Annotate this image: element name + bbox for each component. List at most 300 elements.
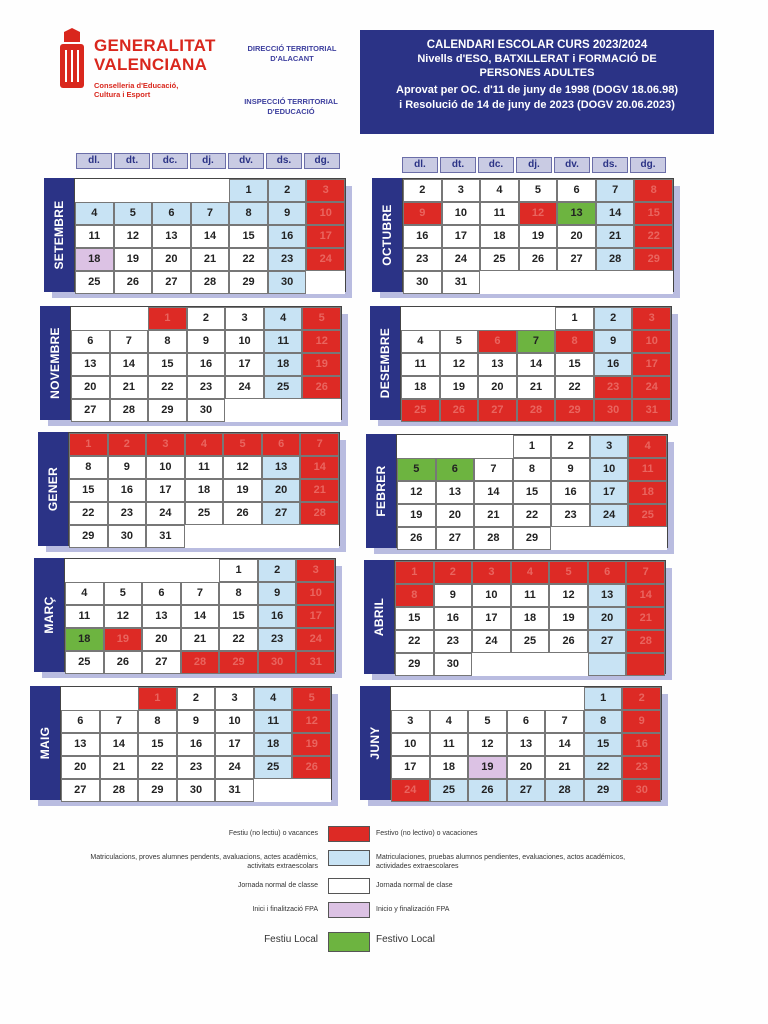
day-cell: 28 <box>545 779 584 802</box>
day-cell: 1 <box>219 559 258 582</box>
day-cell: 10 <box>632 330 671 353</box>
day-cell: 29 <box>513 527 552 550</box>
day-cell: 24 <box>215 756 254 779</box>
day-cell: 23 <box>622 756 661 779</box>
day-cell: 9 <box>551 458 590 481</box>
day-cell: 5 <box>104 582 143 605</box>
weekday-label: dg. <box>630 157 666 173</box>
day-cell: 21 <box>181 628 220 651</box>
day-cell: 29 <box>138 779 177 802</box>
day-cell: 22 <box>555 376 594 399</box>
empty-cell <box>472 653 511 676</box>
day-cell: 30 <box>258 651 297 674</box>
empty-cell <box>75 179 114 202</box>
month-label <box>30 686 60 800</box>
month-maig <box>30 686 332 800</box>
day-cell: 19 <box>549 607 588 630</box>
day-cell: 24 <box>632 376 671 399</box>
day-cell: 27 <box>436 527 475 550</box>
legend-swatch <box>328 932 370 952</box>
day-cell: 29 <box>219 651 258 674</box>
day-cell: 14 <box>626 584 665 607</box>
empty-cell <box>545 687 584 710</box>
day-cell: 15 <box>148 353 187 376</box>
empty-cell <box>436 435 475 458</box>
empty-cell <box>478 307 517 330</box>
day-cell: 19 <box>519 225 558 248</box>
day-cell: 17 <box>632 353 671 376</box>
day-cell: 2 <box>622 687 661 710</box>
day-cell: 13 <box>71 353 110 376</box>
weekday-label: ds. <box>266 153 302 169</box>
title-line-1: CALENDARI ESCOLAR CURS 2023/2024 <box>426 39 648 51</box>
month-name: FEBRER <box>374 465 388 517</box>
day-cell: 23 <box>187 376 226 399</box>
empty-cell <box>626 653 665 676</box>
day-cell: 7 <box>100 710 139 733</box>
month-grid <box>74 178 346 292</box>
empty-cell <box>100 687 139 710</box>
org-department: Conselleria d'Educació, Cultura i Esport <box>94 81 179 99</box>
day-cell: 21 <box>596 225 635 248</box>
day-cell: 8 <box>229 202 268 225</box>
day-cell: 3 <box>442 179 481 202</box>
day-cell: 20 <box>71 376 110 399</box>
month-grid <box>70 306 342 420</box>
day-cell: 24 <box>306 248 345 271</box>
day-cell: 20 <box>478 376 517 399</box>
day-cell: 1 <box>138 687 177 710</box>
day-cell: 28 <box>474 527 513 550</box>
weekday-label: dt. <box>114 153 150 169</box>
day-cell: 16 <box>177 733 216 756</box>
month-name: NOVEMBRE <box>48 327 62 399</box>
empty-cell <box>517 307 556 330</box>
month-name: MAIG <box>38 726 52 760</box>
day-cell: 2 <box>187 307 226 330</box>
day-cell: 18 <box>185 479 224 502</box>
day-cell: 4 <box>511 561 550 584</box>
day-cell: 22 <box>229 248 268 271</box>
empty-cell <box>71 307 110 330</box>
day-cell: 9 <box>594 330 633 353</box>
day-cell: 27 <box>262 502 301 525</box>
day-cell: 9 <box>268 202 307 225</box>
day-cell: 16 <box>187 353 226 376</box>
empty-cell <box>391 687 430 710</box>
day-cell: 6 <box>436 458 475 481</box>
day-cell: 17 <box>442 225 481 248</box>
day-cell: 8 <box>584 710 623 733</box>
day-cell: 17 <box>590 481 629 504</box>
month-label <box>370 306 400 420</box>
day-cell: 7 <box>545 710 584 733</box>
day-cell: 19 <box>440 376 479 399</box>
day-cell: 10 <box>146 456 185 479</box>
generalitat-logo <box>56 26 236 106</box>
month-grid <box>400 306 672 420</box>
day-cell: 25 <box>185 502 224 525</box>
weekday-label: dg. <box>304 153 340 169</box>
day-cell: 28 <box>100 779 139 802</box>
empty-cell <box>480 271 519 294</box>
day-cell: 17 <box>225 353 264 376</box>
day-cell: 21 <box>545 756 584 779</box>
day-cell: 2 <box>403 179 442 202</box>
empty-cell <box>191 179 230 202</box>
day-cell: 5 <box>549 561 588 584</box>
day-cell: 14 <box>100 733 139 756</box>
day-cell: 1 <box>229 179 268 202</box>
month-grid <box>396 434 668 548</box>
day-cell: 9 <box>177 710 216 733</box>
day-cell: 10 <box>296 582 335 605</box>
day-cell: 14 <box>596 202 635 225</box>
day-cell: 30 <box>594 399 633 422</box>
day-cell: 11 <box>480 202 519 225</box>
day-cell: 19 <box>223 479 262 502</box>
day-cell: 26 <box>104 651 143 674</box>
day-cell: 24 <box>442 248 481 271</box>
day-cell: 10 <box>590 458 629 481</box>
day-cell: 24 <box>296 628 335 651</box>
day-cell: 14 <box>181 605 220 628</box>
month-name: JUNY <box>368 726 382 760</box>
month-grid <box>390 686 662 800</box>
empty-cell <box>302 399 341 422</box>
legend-label-es: Jornada normal de clase <box>376 882 453 889</box>
day-cell: 25 <box>75 271 114 294</box>
day-cell: 25 <box>254 756 293 779</box>
day-cell: 3 <box>590 435 629 458</box>
day-cell: 19 <box>397 504 436 527</box>
day-cell: 23 <box>551 504 590 527</box>
day-cell: 22 <box>634 225 673 248</box>
day-cell: 30 <box>622 779 661 802</box>
day-cell: 29 <box>395 653 434 676</box>
empty-cell <box>596 271 635 294</box>
day-cell: 8 <box>513 458 552 481</box>
day-cell: 28 <box>191 271 230 294</box>
day-cell: 3 <box>306 179 345 202</box>
month-grid <box>394 560 666 674</box>
month-febrer <box>366 434 668 548</box>
day-cell: 13 <box>142 605 181 628</box>
day-cell: 5 <box>114 202 153 225</box>
month-label <box>372 178 402 292</box>
empty-cell <box>104 559 143 582</box>
day-cell: 7 <box>626 561 665 584</box>
day-cell: 25 <box>401 399 440 422</box>
day-cell: 1 <box>69 433 108 456</box>
empty-cell <box>114 179 153 202</box>
day-cell: 16 <box>108 479 147 502</box>
day-cell: 27 <box>478 399 517 422</box>
legend-swatch <box>328 826 370 842</box>
day-cell: 4 <box>430 710 469 733</box>
day-cell: 23 <box>594 376 633 399</box>
day-cell: 14 <box>110 353 149 376</box>
day-cell: 5 <box>468 710 507 733</box>
coat-of-arms-icon <box>56 26 88 92</box>
day-cell: 18 <box>65 628 104 651</box>
day-cell: 2 <box>551 435 590 458</box>
day-cell: 11 <box>401 353 440 376</box>
territorial-direction: DIRECCIÓ TERRITORIAL D'ALACANT <box>247 44 337 63</box>
day-cell: 21 <box>474 504 513 527</box>
day-cell: 14 <box>545 733 584 756</box>
day-cell: 15 <box>513 481 552 504</box>
month-novembre <box>40 306 342 420</box>
day-cell: 20 <box>557 225 596 248</box>
day-cell: 8 <box>395 584 434 607</box>
day-cell: 16 <box>434 607 473 630</box>
day-cell: 18 <box>264 353 303 376</box>
day-cell: 15 <box>395 607 434 630</box>
legend-label-es: Festivo Local <box>376 934 435 945</box>
day-cell: 18 <box>511 607 550 630</box>
weekday-label: dv. <box>554 157 590 173</box>
weekday-label: dj. <box>190 153 226 169</box>
weekday-label: dc. <box>152 153 188 169</box>
month-label <box>40 306 70 420</box>
day-cell: 6 <box>478 330 517 353</box>
month-name: ABRIL <box>372 597 386 637</box>
day-cell: 8 <box>148 330 187 353</box>
day-cell: 30 <box>403 271 442 294</box>
month-label <box>364 560 394 674</box>
empty-cell <box>292 779 331 802</box>
day-cell: 22 <box>138 756 177 779</box>
day-cell: 18 <box>628 481 667 504</box>
day-cell: 14 <box>517 353 556 376</box>
day-cell: 3 <box>391 710 430 733</box>
day-cell: 22 <box>148 376 187 399</box>
day-cell: 10 <box>306 202 345 225</box>
empty-cell <box>474 435 513 458</box>
day-cell: 23 <box>268 248 307 271</box>
day-cell: 6 <box>61 710 100 733</box>
day-cell: 22 <box>219 628 258 651</box>
month-setembre <box>44 178 346 292</box>
day-cell: 11 <box>185 456 224 479</box>
day-cell: 9 <box>434 584 473 607</box>
day-cell: 19 <box>292 733 331 756</box>
day-cell: 13 <box>152 225 191 248</box>
day-cell: 6 <box>588 561 627 584</box>
day-cell: 17 <box>306 225 345 248</box>
day-cell: 31 <box>632 399 671 422</box>
day-cell: 5 <box>292 687 331 710</box>
day-cell: 21 <box>110 376 149 399</box>
weekday-header-right <box>402 157 666 173</box>
title-line-3: PERSONES ADULTES <box>479 67 595 79</box>
day-cell: 8 <box>69 456 108 479</box>
empty-cell <box>557 271 596 294</box>
day-cell: 4 <box>65 582 104 605</box>
day-cell: 9 <box>403 202 442 225</box>
day-cell: 15 <box>229 225 268 248</box>
day-cell: 29 <box>634 248 673 271</box>
month-label <box>360 686 390 800</box>
day-cell: 3 <box>215 687 254 710</box>
day-cell: 23 <box>177 756 216 779</box>
empty-cell <box>588 653 627 676</box>
day-cell: 16 <box>594 353 633 376</box>
month-name: OCTUBRE <box>380 204 394 266</box>
day-cell: 15 <box>138 733 177 756</box>
day-cell: 8 <box>219 582 258 605</box>
day-cell: 6 <box>142 582 181 605</box>
day-cell: 20 <box>142 628 181 651</box>
day-cell: 10 <box>391 733 430 756</box>
day-cell: 21 <box>626 607 665 630</box>
day-cell: 26 <box>397 527 436 550</box>
day-cell: 21 <box>517 376 556 399</box>
empty-cell <box>551 527 590 550</box>
day-cell: 23 <box>403 248 442 271</box>
month-name: DESEMBRE <box>378 327 392 399</box>
day-cell: 26 <box>519 248 558 271</box>
legend-label-ca: Inici i finalització FPA <box>252 906 318 913</box>
day-cell: 26 <box>223 502 262 525</box>
day-cell: 23 <box>434 630 473 653</box>
day-cell: 17 <box>472 607 511 630</box>
month-desembre <box>370 306 672 420</box>
weekday-label: dl. <box>402 157 438 173</box>
day-cell: 31 <box>146 525 185 548</box>
day-cell: 1 <box>513 435 552 458</box>
day-cell: 30 <box>268 271 307 294</box>
day-cell: 31 <box>296 651 335 674</box>
day-cell: 11 <box>254 710 293 733</box>
day-cell: 26 <box>114 271 153 294</box>
day-cell: 12 <box>104 605 143 628</box>
month-name: MARÇ <box>42 596 56 634</box>
day-cell: 13 <box>436 481 475 504</box>
day-cell: 26 <box>302 376 341 399</box>
day-cell: 13 <box>61 733 100 756</box>
empty-cell <box>264 399 303 422</box>
day-cell: 9 <box>258 582 297 605</box>
empty-cell <box>300 525 339 548</box>
legend-label-es: Inicio y finalización FPA <box>376 906 450 913</box>
day-cell: 3 <box>225 307 264 330</box>
empty-cell <box>549 653 588 676</box>
day-cell: 29 <box>148 399 187 422</box>
day-cell: 4 <box>480 179 519 202</box>
day-cell: 2 <box>108 433 147 456</box>
day-cell: 12 <box>223 456 262 479</box>
day-cell: 11 <box>628 458 667 481</box>
day-cell: 2 <box>594 307 633 330</box>
legend-label-ca: Jornada normal de classe <box>237 882 318 889</box>
empty-cell <box>590 527 629 550</box>
empty-cell <box>440 307 479 330</box>
day-cell: 4 <box>401 330 440 353</box>
day-cell: 24 <box>590 504 629 527</box>
day-cell: 9 <box>108 456 147 479</box>
day-cell: 4 <box>254 687 293 710</box>
day-cell: 30 <box>187 399 226 422</box>
day-cell: 24 <box>225 376 264 399</box>
empty-cell <box>110 307 149 330</box>
day-cell: 13 <box>507 733 546 756</box>
empty-cell <box>634 271 673 294</box>
calendar-title-box <box>360 30 714 134</box>
empty-cell <box>142 559 181 582</box>
month-grid <box>64 558 336 672</box>
day-cell: 9 <box>622 710 661 733</box>
day-cell: 24 <box>391 779 430 802</box>
day-cell: 1 <box>584 687 623 710</box>
day-cell: 5 <box>519 179 558 202</box>
day-cell: 24 <box>472 630 511 653</box>
day-cell: 21 <box>300 479 339 502</box>
day-cell: 7 <box>596 179 635 202</box>
month-gener <box>38 432 340 546</box>
month-grid <box>68 432 340 546</box>
day-cell: 22 <box>395 630 434 653</box>
legend-label-es: Matriculaciones, pruebas alumnos pendientes, evaluaciones, actos académicos, actividades extraescolares <box>376 854 626 870</box>
empty-cell <box>223 525 262 548</box>
day-cell: 30 <box>108 525 147 548</box>
month-octubre <box>372 178 674 292</box>
day-cell: 12 <box>114 225 153 248</box>
day-cell: 6 <box>507 710 546 733</box>
day-cell: 27 <box>142 651 181 674</box>
day-cell: 29 <box>69 525 108 548</box>
empty-cell <box>225 399 264 422</box>
day-cell: 3 <box>146 433 185 456</box>
day-cell: 2 <box>268 179 307 202</box>
title-line-5: i Resolució de 14 de juny de 2023 (DOGV 20.06.2023) <box>399 99 675 111</box>
day-cell: 20 <box>436 504 475 527</box>
day-cell: 11 <box>511 584 550 607</box>
legend-label-ca: Festiu Local <box>264 934 318 945</box>
day-cell: 16 <box>258 605 297 628</box>
day-cell: 28 <box>626 630 665 653</box>
day-cell: 1 <box>148 307 187 330</box>
day-cell: 10 <box>442 202 481 225</box>
day-cell: 12 <box>549 584 588 607</box>
day-cell: 3 <box>632 307 671 330</box>
month-abril <box>364 560 666 674</box>
day-cell: 9 <box>187 330 226 353</box>
day-cell: 17 <box>146 479 185 502</box>
empty-cell <box>262 525 301 548</box>
empty-cell <box>152 179 191 202</box>
weekday-label: dc. <box>478 157 514 173</box>
day-cell: 8 <box>138 710 177 733</box>
day-cell: 11 <box>75 225 114 248</box>
legend-label-ca: Festiu (no lectiu) o vacances <box>228 830 318 837</box>
title-line-2: Nivells d'ESO, BATXILLERAT i FORMACIÓ DE <box>417 53 657 65</box>
day-cell: 13 <box>478 353 517 376</box>
day-cell: 10 <box>215 710 254 733</box>
weekday-header-left <box>76 153 340 169</box>
day-cell: 8 <box>634 179 673 202</box>
legend-label-ca: Matriculacions, proves alumnes pendents, avaluacions, actes acadèmics, activitats extraescolars <box>90 854 318 870</box>
day-cell: 5 <box>302 307 341 330</box>
day-cell: 28 <box>110 399 149 422</box>
day-cell: 16 <box>268 225 307 248</box>
day-cell: 27 <box>557 248 596 271</box>
month-juny <box>360 686 662 800</box>
day-cell: 7 <box>517 330 556 353</box>
empty-cell <box>511 653 550 676</box>
day-cell: 22 <box>513 504 552 527</box>
